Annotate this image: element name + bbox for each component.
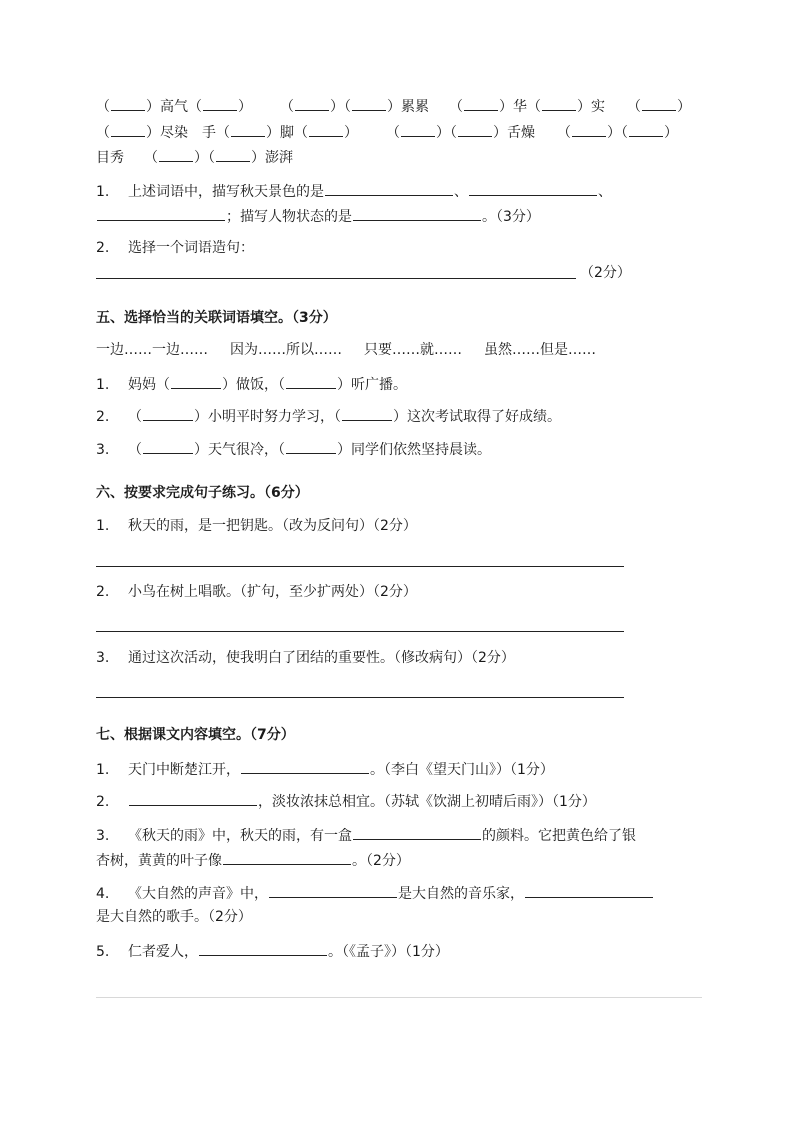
answer-line[interactable] [96, 631, 624, 632]
fill-blank[interactable] [111, 122, 145, 137]
section-7-heading: 七、根据课文内容填空。（7分） [96, 727, 295, 743]
text: ）做饭，（ [222, 377, 285, 393]
s7-question-5 [96, 941, 449, 962]
text: ） [344, 125, 358, 141]
text: （ [144, 150, 158, 166]
text: （ [449, 99, 463, 115]
question-text: 选择一个词语造句： [128, 240, 254, 256]
question-number: 3. [96, 442, 110, 458]
question-number: 2. [96, 584, 110, 600]
text: 的颜料。它把黄色给了银 [482, 828, 636, 844]
answer-blank[interactable] [269, 883, 397, 898]
text: 杏树，黄黄的叶子像 [96, 853, 222, 869]
text: 。（李白《望天门山》）（1分） [370, 762, 554, 778]
option: 因为……所以…… [230, 342, 342, 358]
text: 是大自然的音乐家， [398, 886, 524, 902]
answer-blank[interactable] [223, 850, 351, 865]
option: 一边……一边…… [96, 342, 208, 358]
text: ）尽染 [146, 125, 188, 141]
s7-question-4-line1 [96, 883, 654, 904]
question-text: 秋天的雨，是一把钥匙。（改为反问句）（2分） [128, 518, 417, 534]
text: 。（2分） [352, 853, 410, 869]
text: （ [280, 99, 294, 115]
question-number: 1. [96, 518, 110, 534]
text: （ [627, 99, 641, 115]
fill-blank[interactable] [216, 147, 250, 162]
text: 、 [454, 184, 468, 200]
s5-question-3 [96, 439, 491, 460]
s6-question-1 [96, 516, 417, 536]
text: ）听广播。 [337, 377, 407, 393]
text: （ [128, 409, 142, 425]
text: 天门中断楚江开， [128, 762, 240, 778]
text: ）（ [436, 125, 457, 141]
s7-question-3-line1 [96, 825, 636, 846]
idiom-row-2 [96, 122, 678, 143]
fill-blank[interactable] [642, 96, 676, 111]
text: ） [677, 99, 691, 115]
answer-blank[interactable] [353, 825, 481, 840]
fill-blank[interactable] [231, 122, 265, 137]
section-6-heading: 六、按要求完成句子练习。（6分） [96, 485, 309, 501]
s7-question-4-line2 [96, 907, 252, 927]
text: 仁者爱人， [128, 944, 198, 960]
question-number: 2. [96, 240, 110, 256]
section-5-heading: 五、选择恰当的关联词语填空。（3分） [96, 310, 337, 326]
idiom-row-3 [96, 147, 293, 168]
fill-blank[interactable] [159, 147, 193, 162]
text: ）舌燥 [493, 125, 535, 141]
text: 目秀 [96, 150, 124, 166]
footer-divider [96, 997, 702, 998]
answer-blank[interactable] [241, 759, 369, 774]
answer-blank[interactable] [129, 791, 257, 806]
question-number: 4. [96, 886, 110, 902]
answer-blank[interactable] [97, 206, 225, 221]
answer-blank[interactable] [325, 181, 453, 196]
fill-blank[interactable] [171, 374, 221, 389]
fill-blank[interactable] [286, 439, 336, 454]
text: ）澎湃 [251, 150, 293, 166]
s5-question-2 [96, 406, 561, 427]
answer-blank[interactable] [353, 206, 481, 221]
text: 是大自然的歌手。（2分） [96, 909, 252, 925]
text: ）（ [194, 150, 215, 166]
answer-line[interactable] [96, 697, 624, 698]
s6-question-2 [96, 582, 417, 602]
question-number: 3. [96, 828, 110, 844]
fill-blank[interactable] [629, 122, 663, 137]
s4-q2-score: （2分） [580, 265, 631, 281]
answer-blank[interactable] [525, 883, 653, 898]
text: ）（ [330, 99, 351, 115]
fill-blank[interactable] [295, 96, 329, 111]
answer-blank[interactable] [199, 941, 327, 956]
text: ）（ [607, 125, 628, 141]
text: （ [96, 99, 110, 115]
fill-blank[interactable] [203, 96, 237, 111]
text: ）累累 [387, 99, 429, 115]
answer-line[interactable] [96, 566, 624, 567]
s6-question-3 [96, 648, 515, 668]
fill-blank[interactable] [572, 122, 606, 137]
text: ）实 [577, 99, 605, 115]
question-text: 通过这次活动，使我明白了团结的重要性。（修改病句）（2分） [128, 650, 515, 666]
text: ）高气（ [146, 99, 202, 115]
fill-blank[interactable] [286, 374, 336, 389]
question-number: 1. [96, 377, 110, 393]
s4-question-2 [96, 238, 254, 258]
question-number: 2. [96, 794, 110, 810]
text: 、 [598, 184, 612, 200]
fill-blank[interactable] [542, 96, 576, 111]
fill-blank[interactable] [401, 122, 435, 137]
question-number: 3. [96, 650, 110, 666]
text: ）脚（ [266, 125, 308, 141]
answer-line[interactable] [96, 278, 576, 279]
text: ）这次考试取得了好成绩。 [393, 409, 561, 425]
fill-blank[interactable] [111, 96, 145, 111]
answer-blank[interactable] [469, 181, 597, 196]
question-number: 1. [96, 184, 110, 200]
option: 虽然……但是…… [484, 342, 596, 358]
score: 。（3分） [482, 209, 540, 225]
s5-question-1 [96, 374, 407, 395]
idiom-row-1 [96, 96, 691, 117]
fill-blank[interactable] [458, 122, 492, 137]
text: 《大自然的声音》中， [128, 886, 268, 902]
text: （ [386, 125, 400, 141]
s5-options [96, 340, 596, 360]
fill-blank[interactable] [342, 406, 392, 421]
fill-blank[interactable] [143, 439, 193, 454]
text: ） [664, 125, 678, 141]
s4-question-1-line2 [96, 206, 540, 227]
text: ） [238, 99, 252, 115]
question-text: ；描写人物状态的是 [226, 209, 352, 225]
fill-blank[interactable] [309, 122, 343, 137]
s7-question-3-line2 [96, 850, 410, 871]
text: ）小明平时努力学习，（ [194, 409, 341, 425]
s7-question-2 [96, 791, 596, 812]
question-text: 上述词语中，描写秋天景色的是 [128, 184, 324, 200]
s4-question-1-line1 [96, 181, 612, 202]
fill-blank[interactable] [143, 406, 193, 421]
text: 。（《孟子》）（1分） [328, 944, 449, 960]
question-number: 5. [96, 944, 110, 960]
fill-blank[interactable] [352, 96, 386, 111]
fill-blank[interactable] [464, 96, 498, 111]
option: 只要……就…… [364, 342, 462, 358]
text: （ [557, 125, 571, 141]
text: 《秋天的雨》中，秋天的雨，有一盒 [128, 828, 352, 844]
question-text: 小鸟在树上唱歌。（扩句，至少扩两处）（2分） [128, 584, 417, 600]
text: ）华（ [499, 99, 541, 115]
question-number: 1. [96, 762, 110, 778]
text: 手（ [202, 125, 230, 141]
text: （ [96, 125, 110, 141]
text: ，淡妆浓抹总相宜。（苏轼《饮湖上初晴后雨》）（1分） [258, 794, 596, 810]
question-number: 2. [96, 409, 110, 425]
text: （ [128, 442, 142, 458]
s7-question-1 [96, 759, 554, 780]
text: ）同学们依然坚持晨读。 [337, 442, 491, 458]
text: 妈妈（ [128, 377, 170, 393]
text: ）天气很冷，（ [194, 442, 285, 458]
